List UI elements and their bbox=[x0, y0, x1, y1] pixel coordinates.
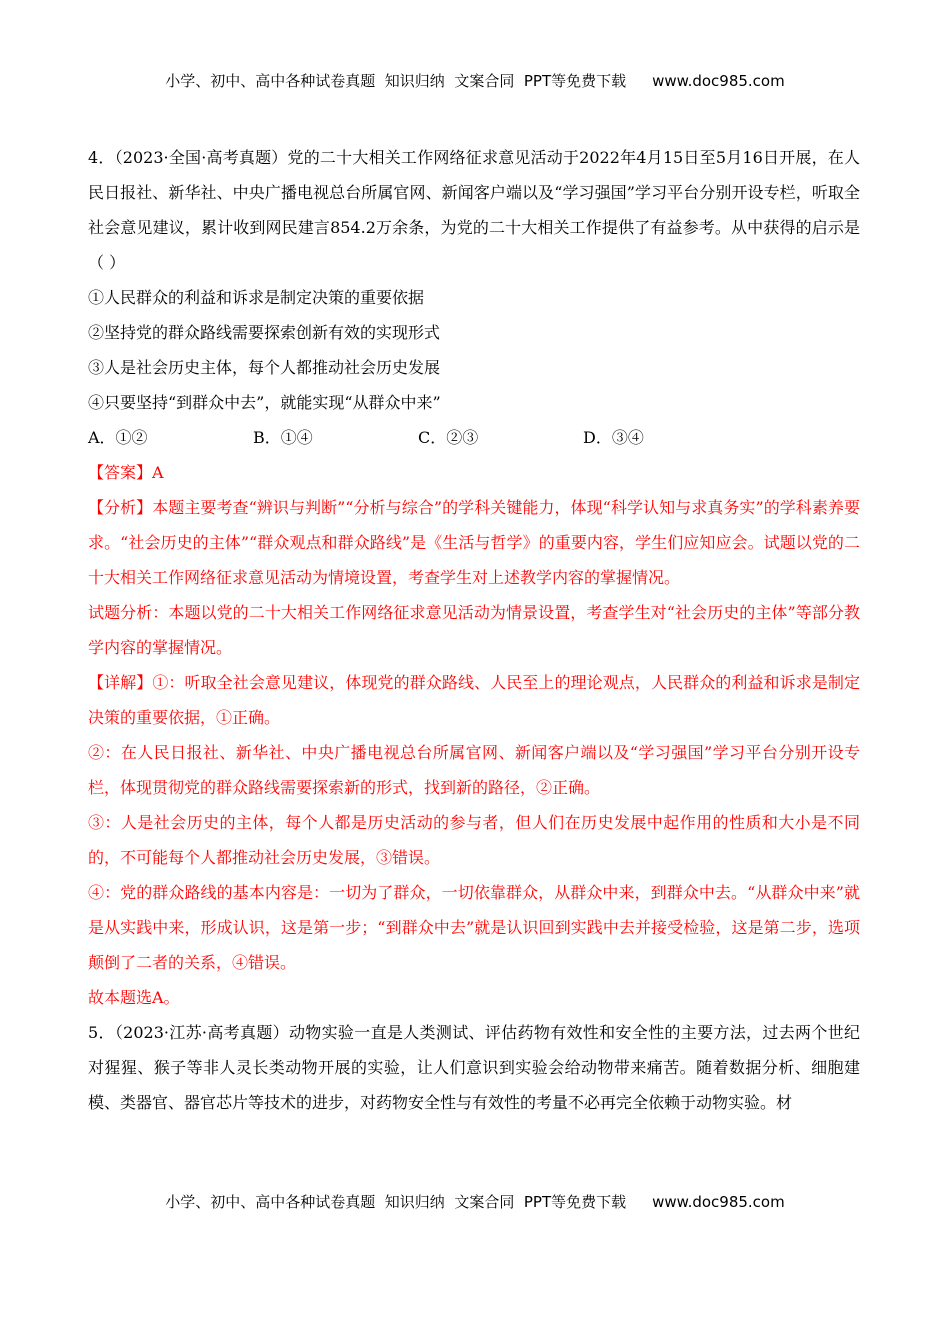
option-c: C．②③ bbox=[418, 428, 479, 447]
question-4-statement-4: ④只要坚持“到群众中去”，就能实现“从群众中来” bbox=[88, 393, 441, 412]
question-5-stem: 5．（2023·江苏·高考真题）动物实验一直是人类测试、评估药物有效性和安全性的主要方法，过去两个世纪对猩猩、猴子等非人灵长类动物开展的实验，让人们意识到实验会给动物带来痛苦。随着数据分析、细胞建模、类器官、器官芯片等技术的进步，对药物安全性与有效性的考量不必再完全依赖于动物实验。材 bbox=[88, 1023, 860, 1112]
detail-paragraph-3: ③：人是社会历史的主体，每个人都是历史活动的参与者，但人们在历史发展中起作用的性质和大小是不同的，不可能每个人都推动社会历史发展，③错误。 bbox=[88, 813, 860, 867]
question-4-statement-3: ③人是社会历史主体，每个人都推动社会历史发展 bbox=[88, 358, 441, 377]
question-4-statement-2: ②坚持党的群众路线需要探索创新有效的实现形式 bbox=[88, 323, 441, 342]
analysis-paragraph-2: 试题分析：本题以党的二十大相关工作网络征求意见活动为情景设置，考查学生对“社会历史的主体”等部分教学内容的掌握情况。 bbox=[88, 603, 860, 657]
detail-paragraph-1: 【详解】①：听取全社会意见建议，体现党的群众路线、人民至上的理论观点，人民群众的利益和诉求是制定决策的重要依据，①正确。 bbox=[88, 673, 860, 727]
question-4-statement-1: ①人民群众的利益和诉求是制定决策的重要依据 bbox=[88, 288, 425, 307]
footer-url-link[interactable]: www.doc985.com bbox=[652, 1193, 785, 1211]
option-a: A．①② bbox=[88, 428, 148, 447]
document-body bbox=[88, 140, 860, 1120]
option-b: B．①④ bbox=[253, 428, 313, 447]
header-banner-text: 小学、初中、高中各种试卷真题 知识归纳 文案合同 PPT等免费下载 bbox=[165, 72, 627, 90]
page-footer-banner bbox=[0, 1191, 950, 1212]
detail-paragraph-2: ②：在人民日报社、新华社、中央广播电视总台所属官网、新闻客户端以及“学习强国”学习平台分别开设专栏，体现贯彻党的群众路线需要探索新的形式，找到新的路径，②正确。 bbox=[88, 743, 860, 797]
analysis-paragraph: 【分析】本题主要考查“辨识与判断”“分析与综合”的学科关键能力，体现“科学认知与求真务实”的学科素养要求。“社会历史的主体”“群众观点和群众路线”是《生活与哲学》的重要内容，学生们应知应会。试题以党的二十大相关工作网络征求意见活动为情境设置，考查学生对上述教学内容的掌握情况。 bbox=[88, 498, 860, 587]
page-header-banner bbox=[0, 70, 950, 91]
answer-line: 【答案】A bbox=[88, 463, 164, 482]
header-url-link[interactable]: www.doc985.com bbox=[652, 72, 785, 90]
detail-paragraph-4: ④：党的群众路线的基本内容是：一切为了群众，一切依靠群众，从群众中来，到群众中去。“从群众中来”就是从实践中来，形成认识，这是第一步；“到群众中去”就是认识回到实践中去并接受检验，这是第二步，选项颠倒了二者的关系，④错误。 bbox=[88, 883, 860, 972]
option-d: D．③④ bbox=[583, 428, 644, 447]
conclusion-line: 故本题选A。 bbox=[88, 988, 180, 1007]
question-4-options bbox=[88, 420, 860, 455]
footer-banner-text: 小学、初中、高中各种试卷真题 知识归纳 文案合同 PPT等免费下载 bbox=[165, 1193, 627, 1211]
question-4-stem: 4．（2023·全国·高考真题）党的二十大相关工作网络征求意见活动于2022年4月15日至5月16日开展，在人民日报社、新华社、中央广播电视总台所属官网、新闻客户端以及“学习强国”学习平台分别开设专栏，听取全社会意见建议，累计收到网民建言854.2万余条，为党的二十大相关工作提供了有益参考。从中获得的启示是（ ） bbox=[88, 148, 860, 272]
